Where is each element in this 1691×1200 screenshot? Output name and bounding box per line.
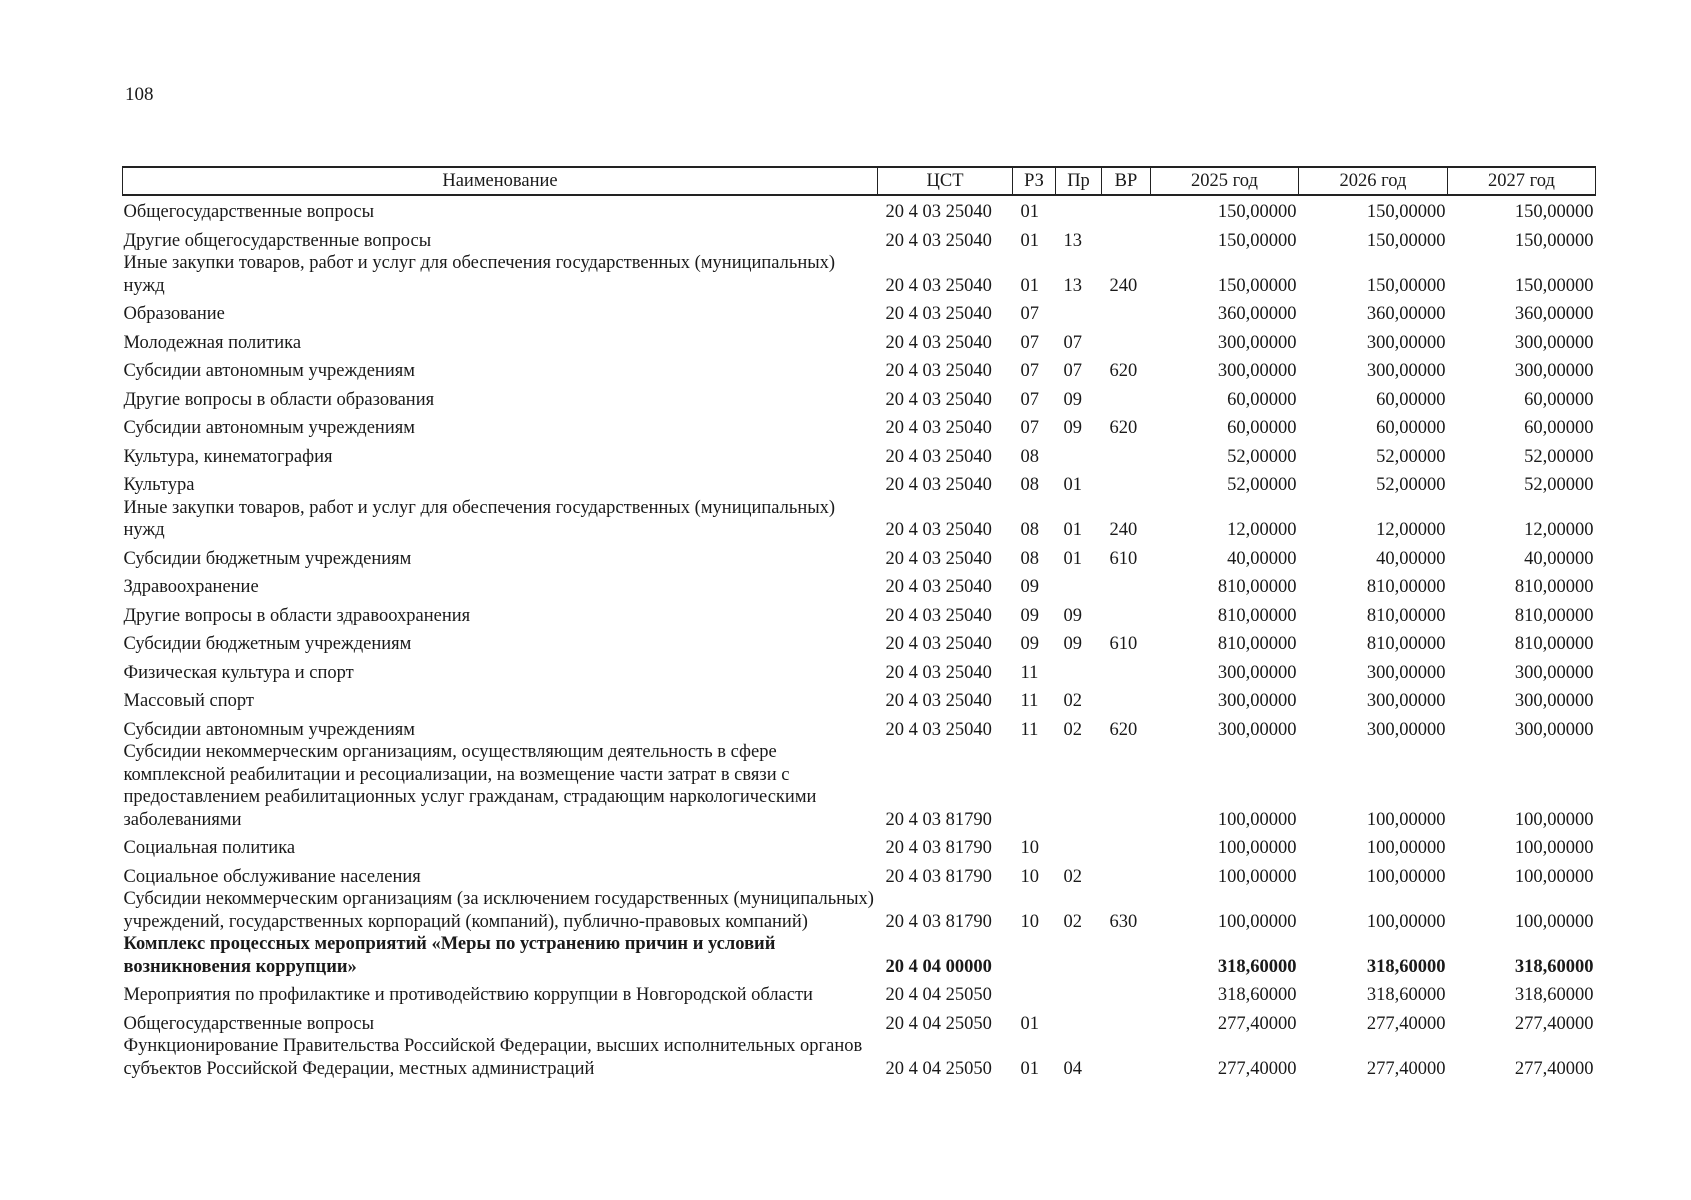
cell-cst: 20 4 03 25040: [885, 719, 992, 740]
cell-rz: 01: [1020, 1013, 1039, 1034]
cell-name: Социальная политика: [123, 838, 296, 858]
table-row: [123, 627, 1596, 656]
cell-2027: 810,00000: [1514, 605, 1594, 626]
cell-cst: 20 4 03 81790: [885, 809, 992, 830]
table-row: [123, 195, 1596, 224]
cell-name: Массовый спорт: [123, 691, 254, 711]
cell-2025: 100,00000: [1217, 809, 1297, 830]
cell-vr: 240: [1109, 520, 1138, 540]
table-body: [123, 195, 1596, 1080]
cell-cst: 20 4 03 25040: [885, 634, 992, 654]
cell-name: Другие общегосударственные вопросы: [123, 230, 432, 251]
cell-2027: 52,00000: [1524, 475, 1594, 495]
cell-2026: 100,00000: [1366, 911, 1446, 932]
header-cst: ЦСТ: [878, 167, 1013, 195]
cell-2025: 150,00000: [1217, 230, 1297, 251]
cell-2026: 810,00000: [1366, 634, 1446, 654]
cell-pr: 01: [1063, 520, 1082, 540]
cell-2025: 100,00000: [1217, 866, 1297, 887]
table-row: [123, 252, 1596, 297]
cell-2026: 12,00000: [1376, 520, 1446, 540]
cell-2026: 52,00000: [1376, 446, 1446, 467]
cell-vr: 630: [1109, 911, 1138, 932]
cell-cst: 20 4 03 25040: [885, 691, 992, 711]
cell-cst: 20 4 04 25050: [885, 1058, 992, 1079]
cell-2025: 300,00000: [1217, 332, 1297, 353]
cell-cst: 20 4 03 81790: [885, 911, 992, 932]
cell-vr: [1102, 860, 1151, 889]
cell-cst: 20 4 03 81790: [885, 866, 992, 887]
cell-rz: 01: [1020, 275, 1039, 296]
cell-2026: 150,00000: [1366, 275, 1446, 296]
cell-2027: 300,00000: [1514, 662, 1594, 683]
cell-pr: [1056, 656, 1102, 685]
cell-vr: [1102, 933, 1151, 978]
cell-rz: 07: [1020, 418, 1039, 438]
cell-rz: 08: [1020, 548, 1039, 569]
table-row: [123, 860, 1596, 889]
cell-2027: 277,40000: [1514, 1013, 1594, 1034]
cell-pr: 13: [1063, 230, 1082, 251]
cell-vr: [1102, 599, 1151, 628]
cell-pr: 07: [1063, 332, 1082, 353]
cell-2026: 300,00000: [1366, 719, 1446, 740]
cell-name: Здравоохранение: [123, 577, 259, 597]
cell-pr: 02: [1063, 719, 1082, 740]
cell-rz: 01: [1020, 230, 1039, 251]
header-2027: 2027 год: [1448, 167, 1596, 195]
cell-2025: 100,00000: [1217, 838, 1297, 858]
header-name: Наименование: [123, 167, 878, 195]
cell-cst: 20 4 04 25050: [885, 985, 992, 1005]
cell-name: Молодежная политика: [123, 332, 302, 353]
cell-2026: 300,00000: [1366, 662, 1446, 683]
cell-pr: [1056, 831, 1102, 860]
cell-rz: [1013, 741, 1056, 831]
cell-2025: 300,00000: [1217, 691, 1297, 711]
cell-2025: 300,00000: [1217, 719, 1297, 740]
cell-pr: [1056, 570, 1102, 599]
cell-2026: 100,00000: [1366, 809, 1446, 830]
cell-vr: [1102, 684, 1151, 713]
cell-2026: 100,00000: [1366, 838, 1446, 858]
cell-cst: 20 4 03 25040: [885, 605, 992, 626]
cell-vr: [1102, 326, 1151, 355]
cell-vr: 240: [1109, 275, 1138, 296]
cell-2026: 100,00000: [1366, 866, 1446, 887]
cell-name: Иные закупки товаров, работ и услуг для обеспечения государственных (муниципальных) нужд: [123, 253, 836, 296]
cell-2026: 52,00000: [1376, 475, 1446, 495]
cell-2026: 318,60000: [1366, 985, 1446, 1005]
cell-rz: 08: [1020, 475, 1039, 495]
cell-2026: 300,00000: [1366, 691, 1446, 711]
cell-2027: 100,00000: [1514, 809, 1594, 830]
cell-2025: 810,00000: [1217, 605, 1297, 626]
cell-rz: 11: [1020, 691, 1039, 711]
cell-vr: 610: [1109, 634, 1138, 654]
cell-rz: 09: [1020, 634, 1039, 654]
cell-name: Общегосударственные вопросы: [123, 202, 375, 222]
cell-vr: [1102, 297, 1151, 326]
cell-name: Комплекс процессных мероприятий «Меры по устранению причин и условий возникновения коррупции»: [123, 934, 776, 977]
cell-pr: 02: [1063, 911, 1082, 932]
cell-rz: 10: [1020, 866, 1039, 887]
table-row: [123, 888, 1596, 933]
cell-2027: 360,00000: [1514, 304, 1594, 324]
cell-vr: [1102, 570, 1151, 599]
cell-vr: [1102, 440, 1151, 469]
cell-name: Субсидии бюджетным учреждениям: [123, 634, 412, 654]
cell-2027: 300,00000: [1514, 332, 1594, 353]
cell-cst: 20 4 03 25040: [885, 202, 992, 222]
cell-2027: 300,00000: [1514, 719, 1594, 740]
cell-2027: 60,00000: [1524, 418, 1594, 438]
cell-rz: 08: [1020, 446, 1039, 467]
cell-rz: [1013, 933, 1056, 978]
cell-2025: 100,00000: [1217, 911, 1297, 932]
cell-name: Функционирование Правительства Российской Федерации, высших исполнительных органов субъектов Российской Федерации, местных администраций: [123, 1036, 863, 1079]
cell-2026: 810,00000: [1366, 577, 1446, 597]
cell-pr: [1056, 440, 1102, 469]
cell-2025: 300,00000: [1217, 361, 1297, 381]
cell-rz: 01: [1020, 202, 1039, 222]
cell-2025: 318,60000: [1217, 985, 1297, 1005]
cell-pr: 09: [1063, 605, 1082, 626]
cell-cst: 20 4 03 25040: [885, 475, 992, 495]
cell-name: Другие вопросы в области образования: [123, 389, 435, 410]
cell-rz: 10: [1020, 838, 1039, 858]
cell-2027: 150,00000: [1514, 275, 1594, 296]
table-row: [123, 383, 1596, 412]
cell-2025: 60,00000: [1227, 389, 1297, 410]
cell-2026: 40,00000: [1376, 548, 1446, 569]
cell-2025: 810,00000: [1217, 577, 1297, 597]
cell-cst: 20 4 03 25040: [885, 361, 992, 381]
cell-2027: 300,00000: [1514, 361, 1594, 381]
table-row: [123, 326, 1596, 355]
cell-cst: 20 4 03 25040: [885, 230, 992, 251]
cell-name: Культура, кинематография: [123, 446, 333, 467]
table-row: [123, 1035, 1596, 1080]
table-row: [123, 440, 1596, 469]
cell-rz: 07: [1020, 332, 1039, 353]
cell-2026: 360,00000: [1366, 304, 1446, 324]
cell-rz: 07: [1020, 304, 1039, 324]
cell-2025: 52,00000: [1227, 446, 1297, 467]
cell-2025: 360,00000: [1217, 304, 1297, 324]
cell-cst: 20 4 03 25040: [885, 389, 992, 410]
table-row: [123, 933, 1596, 978]
header-pr: Пр: [1056, 167, 1102, 195]
cell-cst: 20 4 03 25040: [885, 304, 992, 324]
cell-cst: 20 4 04 25050: [885, 1013, 992, 1034]
table-header-row: [123, 167, 1596, 195]
cell-rz: 09: [1020, 577, 1039, 597]
table-row: [123, 978, 1596, 1007]
cell-cst: 20 4 03 81790: [885, 838, 992, 858]
table-row: [123, 411, 1596, 440]
table-row: [123, 599, 1596, 628]
cell-name: Иные закупки товаров, работ и услуг для обеспечения государственных (муниципальных) нужд: [123, 497, 836, 540]
cell-2027: 100,00000: [1514, 866, 1594, 887]
cell-cst: 20 4 03 25040: [885, 548, 992, 569]
cell-pr: 09: [1063, 418, 1082, 438]
cell-pr: [1056, 933, 1102, 978]
header-2026: 2026 год: [1299, 167, 1448, 195]
cell-2026: 277,40000: [1366, 1013, 1446, 1034]
cell-2026: 60,00000: [1376, 418, 1446, 438]
cell-cst: 20 4 03 25040: [885, 446, 992, 467]
cell-pr: [1056, 1007, 1102, 1036]
cell-2025: 12,00000: [1227, 520, 1297, 540]
cell-pr: 01: [1063, 475, 1082, 495]
header-2025: 2025 год: [1151, 167, 1299, 195]
cell-pr: [1056, 741, 1102, 831]
table-row: [123, 542, 1596, 571]
cell-name: Культура: [123, 475, 195, 495]
table-row: [123, 297, 1596, 326]
cell-2027: 60,00000: [1524, 389, 1594, 410]
cell-2027: 318,60000: [1514, 956, 1594, 977]
table-row: [123, 656, 1596, 685]
cell-2026: 300,00000: [1366, 361, 1446, 381]
cell-rz: 09: [1020, 605, 1039, 626]
cell-cst: 20 4 03 25040: [885, 577, 992, 597]
cell-vr: 610: [1109, 548, 1138, 569]
header-rz: РЗ: [1013, 167, 1056, 195]
cell-pr: 13: [1063, 275, 1082, 296]
budget-table: [122, 166, 1596, 1080]
cell-vr: [1102, 383, 1151, 412]
table-row: [123, 570, 1596, 599]
cell-rz: 11: [1020, 719, 1039, 740]
cell-2025: 300,00000: [1217, 662, 1297, 683]
cell-rz: 07: [1020, 361, 1039, 381]
cell-2025: 150,00000: [1217, 275, 1297, 296]
cell-2027: 40,00000: [1524, 548, 1594, 569]
cell-2027: 150,00000: [1514, 230, 1594, 251]
table-row: [123, 1007, 1596, 1036]
cell-name: Субсидии автономным учреждениям: [123, 361, 415, 381]
cell-2026: 300,00000: [1366, 332, 1446, 353]
cell-2026: 60,00000: [1376, 389, 1446, 410]
cell-2027: 318,60000: [1514, 985, 1594, 1005]
cell-name: Образование: [123, 304, 225, 324]
table-row: [123, 497, 1596, 542]
cell-2026: 150,00000: [1366, 202, 1446, 222]
cell-pr: 02: [1063, 866, 1082, 887]
cell-2027: 100,00000: [1514, 838, 1594, 858]
cell-2026: 810,00000: [1366, 605, 1446, 626]
cell-rz: 01: [1020, 1058, 1039, 1079]
cell-pr: 07: [1063, 361, 1082, 381]
cell-vr: [1102, 1007, 1151, 1036]
cell-2027: 277,40000: [1514, 1058, 1594, 1079]
cell-pr: 04: [1063, 1058, 1082, 1079]
cell-name: Другие вопросы в области здравоохранения: [123, 605, 471, 626]
cell-vr: [1102, 656, 1151, 685]
table-row: [123, 684, 1596, 713]
cell-vr: [1102, 195, 1151, 224]
cell-cst: 20 4 03 25040: [885, 662, 992, 683]
cell-vr: 620: [1109, 418, 1138, 438]
cell-name: Мероприятия по профилактике и противодействию коррупции в Новгородской области: [123, 985, 813, 1005]
table-row: [123, 224, 1596, 253]
cell-vr: [1102, 741, 1151, 831]
cell-2026: 318,60000: [1366, 956, 1446, 977]
cell-pr: 09: [1063, 389, 1082, 410]
cell-name: Субсидии бюджетным учреждениям: [123, 548, 412, 569]
cell-rz: 11: [1020, 662, 1039, 683]
cell-rz: [1013, 978, 1056, 1007]
cell-vr: [1102, 1035, 1151, 1080]
table-row: [123, 354, 1596, 383]
cell-pr: 09: [1063, 634, 1082, 654]
cell-2027: 810,00000: [1514, 577, 1594, 597]
cell-2025: 318,60000: [1217, 956, 1297, 977]
cell-vr: 620: [1109, 719, 1138, 740]
cell-name: Субсидии автономным учреждениям: [123, 418, 415, 438]
page-number: 108: [125, 84, 154, 105]
cell-2025: 277,40000: [1217, 1058, 1297, 1079]
cell-pr: [1056, 195, 1102, 224]
cell-2027: 150,00000: [1514, 202, 1594, 222]
cell-pr: [1056, 297, 1102, 326]
cell-rz: 07: [1020, 389, 1039, 410]
cell-rz: 10: [1020, 911, 1039, 932]
cell-2025: 52,00000: [1227, 475, 1297, 495]
cell-2027: 810,00000: [1514, 634, 1594, 654]
cell-vr: [1102, 978, 1151, 1007]
cell-2025: 150,00000: [1217, 202, 1297, 222]
cell-name: Субсидии некоммерческим организациям, осуществляющим деятельность в сфере комплексной реабилитации и ресоциализации, на возмещение части затрат в связи с предоставлением реабилитационных услуг гражданам, страдающим наркологическими заболеваниями: [123, 742, 817, 830]
cell-2027: 300,00000: [1514, 691, 1594, 711]
cell-2027: 100,00000: [1514, 911, 1594, 932]
cell-vr: [1102, 831, 1151, 860]
table-row: [123, 713, 1596, 742]
cell-name: Социальное обслуживание населения: [123, 866, 421, 887]
cell-rz: 08: [1020, 520, 1039, 540]
cell-2025: 810,00000: [1217, 634, 1297, 654]
cell-2027: 52,00000: [1524, 446, 1594, 467]
cell-2026: 277,40000: [1366, 1058, 1446, 1079]
header-vr: ВР: [1102, 167, 1151, 195]
cell-pr: 01: [1063, 548, 1082, 569]
cell-pr: 02: [1063, 691, 1082, 711]
cell-2025: 60,00000: [1227, 418, 1297, 438]
cell-vr: [1102, 468, 1151, 497]
cell-2025: 277,40000: [1217, 1013, 1297, 1034]
cell-pr: [1056, 978, 1102, 1007]
cell-name: Субсидии автономным учреждениям: [123, 719, 415, 740]
cell-name: Общегосударственные вопросы: [123, 1013, 375, 1034]
table-row: [123, 741, 1596, 831]
cell-cst: 20 4 03 25040: [885, 520, 992, 540]
cell-name: Субсидии некоммерческим организациям (за исключением государственных (муниципальных) учреждений, государственных корпораций (компаний), публично-правовых компаний): [123, 889, 874, 932]
table-row: [123, 468, 1596, 497]
table-row: [123, 831, 1596, 860]
cell-cst: 20 4 03 25040: [885, 275, 992, 296]
cell-vr: 620: [1109, 361, 1138, 381]
cell-cst: 20 4 03 25040: [885, 332, 992, 353]
cell-cst: 20 4 04 00000: [885, 956, 992, 977]
cell-2026: 150,00000: [1366, 230, 1446, 251]
cell-2025: 40,00000: [1227, 548, 1297, 569]
cell-cst: 20 4 03 25040: [885, 418, 992, 438]
cell-name: Физическая культура и спорт: [123, 662, 354, 683]
cell-2027: 12,00000: [1524, 520, 1594, 540]
cell-vr: [1102, 224, 1151, 253]
